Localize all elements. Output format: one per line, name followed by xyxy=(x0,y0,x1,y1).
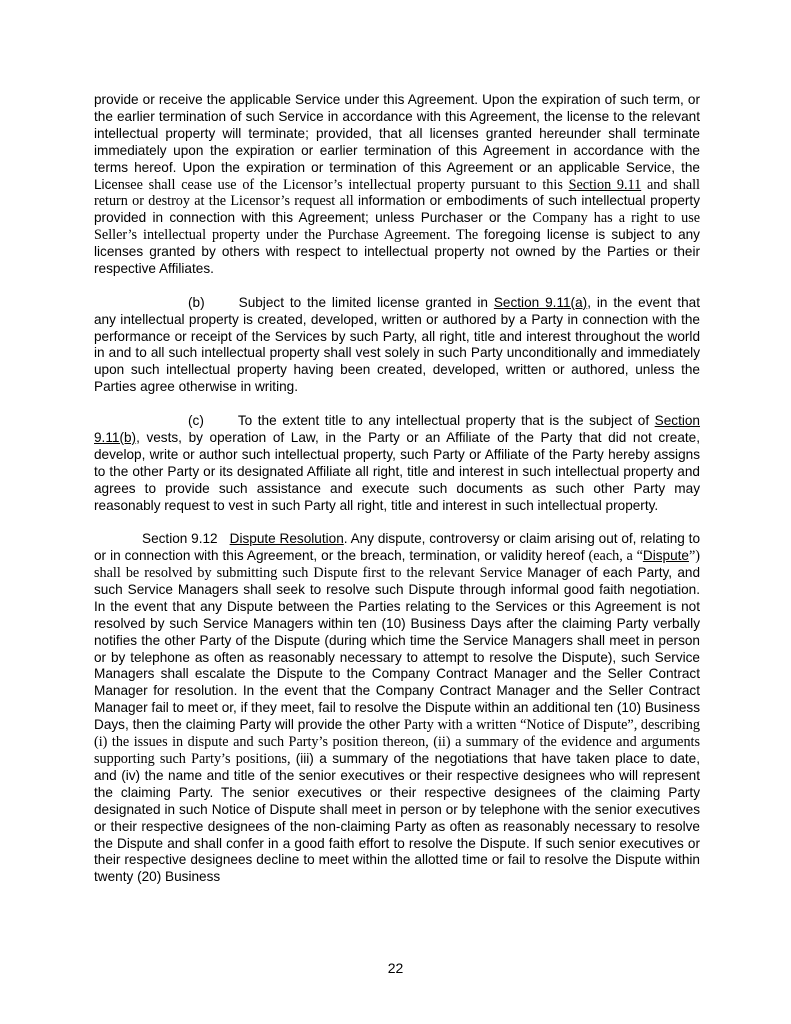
document-body xyxy=(94,92,700,886)
paragraph-license-termination xyxy=(94,92,700,278)
text-run: , vests, by operation of Law, in the Party or an Affiliate of the Party that did not create, develop, write or author such intellectual property, such Party or Affiliate of the Party hereby assigns to the other Party or its designated Affiliate all right, title and interest in such intellectual property and agrees to provide such assistance and execute such documents as such other Party may reasonably request to vest in such Party all right, title and interest in such intellectual property. xyxy=(94,429,700,513)
text-run: foregoing license is subject to any licenses granted by others with respect to intellectual property not owned by the Parties or their respective Affiliates. xyxy=(94,227,700,277)
defined-term-dispute: Dispute xyxy=(642,548,689,564)
text-run: To the extent title to any intellectual property that is the subject of xyxy=(237,413,655,428)
text-run: (each, a “ xyxy=(588,548,643,565)
paragraph-section-9-12 xyxy=(94,531,700,886)
section-number: Section 9.12 xyxy=(142,531,218,547)
text-run: ensee shall cease use of the Licensor’s intellectual property pursuant to this xyxy=(111,176,569,193)
text-run: , in the event that any intellectual property is created, developed, written or authored by a Party in connection with the performance or receipt of the Services by such Party, all right, title and interest throughout the world in and to all such intellectual property shall vest solely in such Party unconditionally and immediately upon such intellectual property having been created, developed, written or authored, unless the Parties agree otherwise in writing. xyxy=(94,294,701,395)
text-run: Party with a written “Notice of Dispute”, describing (i) the issues in dispute and such Party’s position thereon, (ii) a summary of the evidence and arguments supporting such Party’s positions, xyxy=(94,717,700,768)
paragraph-b xyxy=(94,295,700,396)
text-run: provide or receive the applicable Service under this Agreement. Upon the expiration of such term, or the earlier termination of such Service in accordance with this Agreement, the license to the relevant intellectual property will terminate; provided, that all licenses granted hereunder shall terminate immediately upon the expiration or earlier termination of this Agreement in accordance with the terms hereof. Upon the expiration or termination of this Agreement or an applicable Service, the Lic xyxy=(94,92,700,192)
text-run: and shall return or destroy at the Licensor’s request all xyxy=(94,176,701,210)
text-run: Manager of each Party, and such Service Managers shall seek to resolve such Dispute through informal good faith negotiation. In the event that any Dispute between the Parties relating to the Services or this Agreement is not resolved by such Service Managers within ten (10) Business Days after the claiming Party verbally notifies the other Party of the Dispute (during which time the Service Managers shall meet in person or by telephone as often as reasonably necessary to attempt to resolve the Dispute), such Service Managers shall escalate the Dispute to the Company Contract Manager and the Seller Contract Manager for resolution. In the event that the Company Contract Manager and the Seller Contract Manager fail to meet or, if they meet, fail to resolve the Dispute within an additional ten (10) Business Days, then the claiming Party will provide the other xyxy=(94,565,701,733)
section-ref-9-11b: Section 9.11(b) xyxy=(94,413,700,445)
section-heading: Dispute Resolution xyxy=(229,531,344,547)
text-run: Company has a right to use Seller’s intellectual property under the Purchase Agreement. The xyxy=(94,210,701,244)
clause-label: (b) xyxy=(188,294,205,310)
clause-label: (c) xyxy=(188,413,204,428)
text-run: Subject to the limited license granted in xyxy=(238,294,494,310)
page-number: 22 xyxy=(387,960,404,976)
paragraph-c xyxy=(94,413,700,514)
section-ref-9-11: Section 9.11 xyxy=(568,176,642,193)
text-run: . Any dispute, controversy or claim arising out of, relating to or in connection with this Agreement, or the breach, termination, or validity hereof xyxy=(94,531,701,564)
section-ref-9-11a: Section 9.11(a) xyxy=(493,294,588,310)
text-run: information or embodiments of such intellectual property provided in connection with this Agreement; unless Purchaser or the xyxy=(94,193,700,226)
text-run: ”) shall be resolved by submitting such Dispute first to the relevant Service xyxy=(94,548,700,582)
text-run: (iii) a summary of the negotiations that have taken place to date, and (iv) the name and title of the senior executives or their respective designees who will represent the claiming Party. The senior executives or their respective designees of the claiming Party designated in such Notice of Dispute shall meet in person or by telephone with the senior executives or their respective designees of the non-claiming Party as often as reasonably necessary to resolve the Dispute and shall confer in a good faith effort to resolve the Dispute. If such senior executives or their respective designees decline to meet within the allotted time or fail to resolve the Dispute within twenty (20) Business xyxy=(94,751,700,885)
